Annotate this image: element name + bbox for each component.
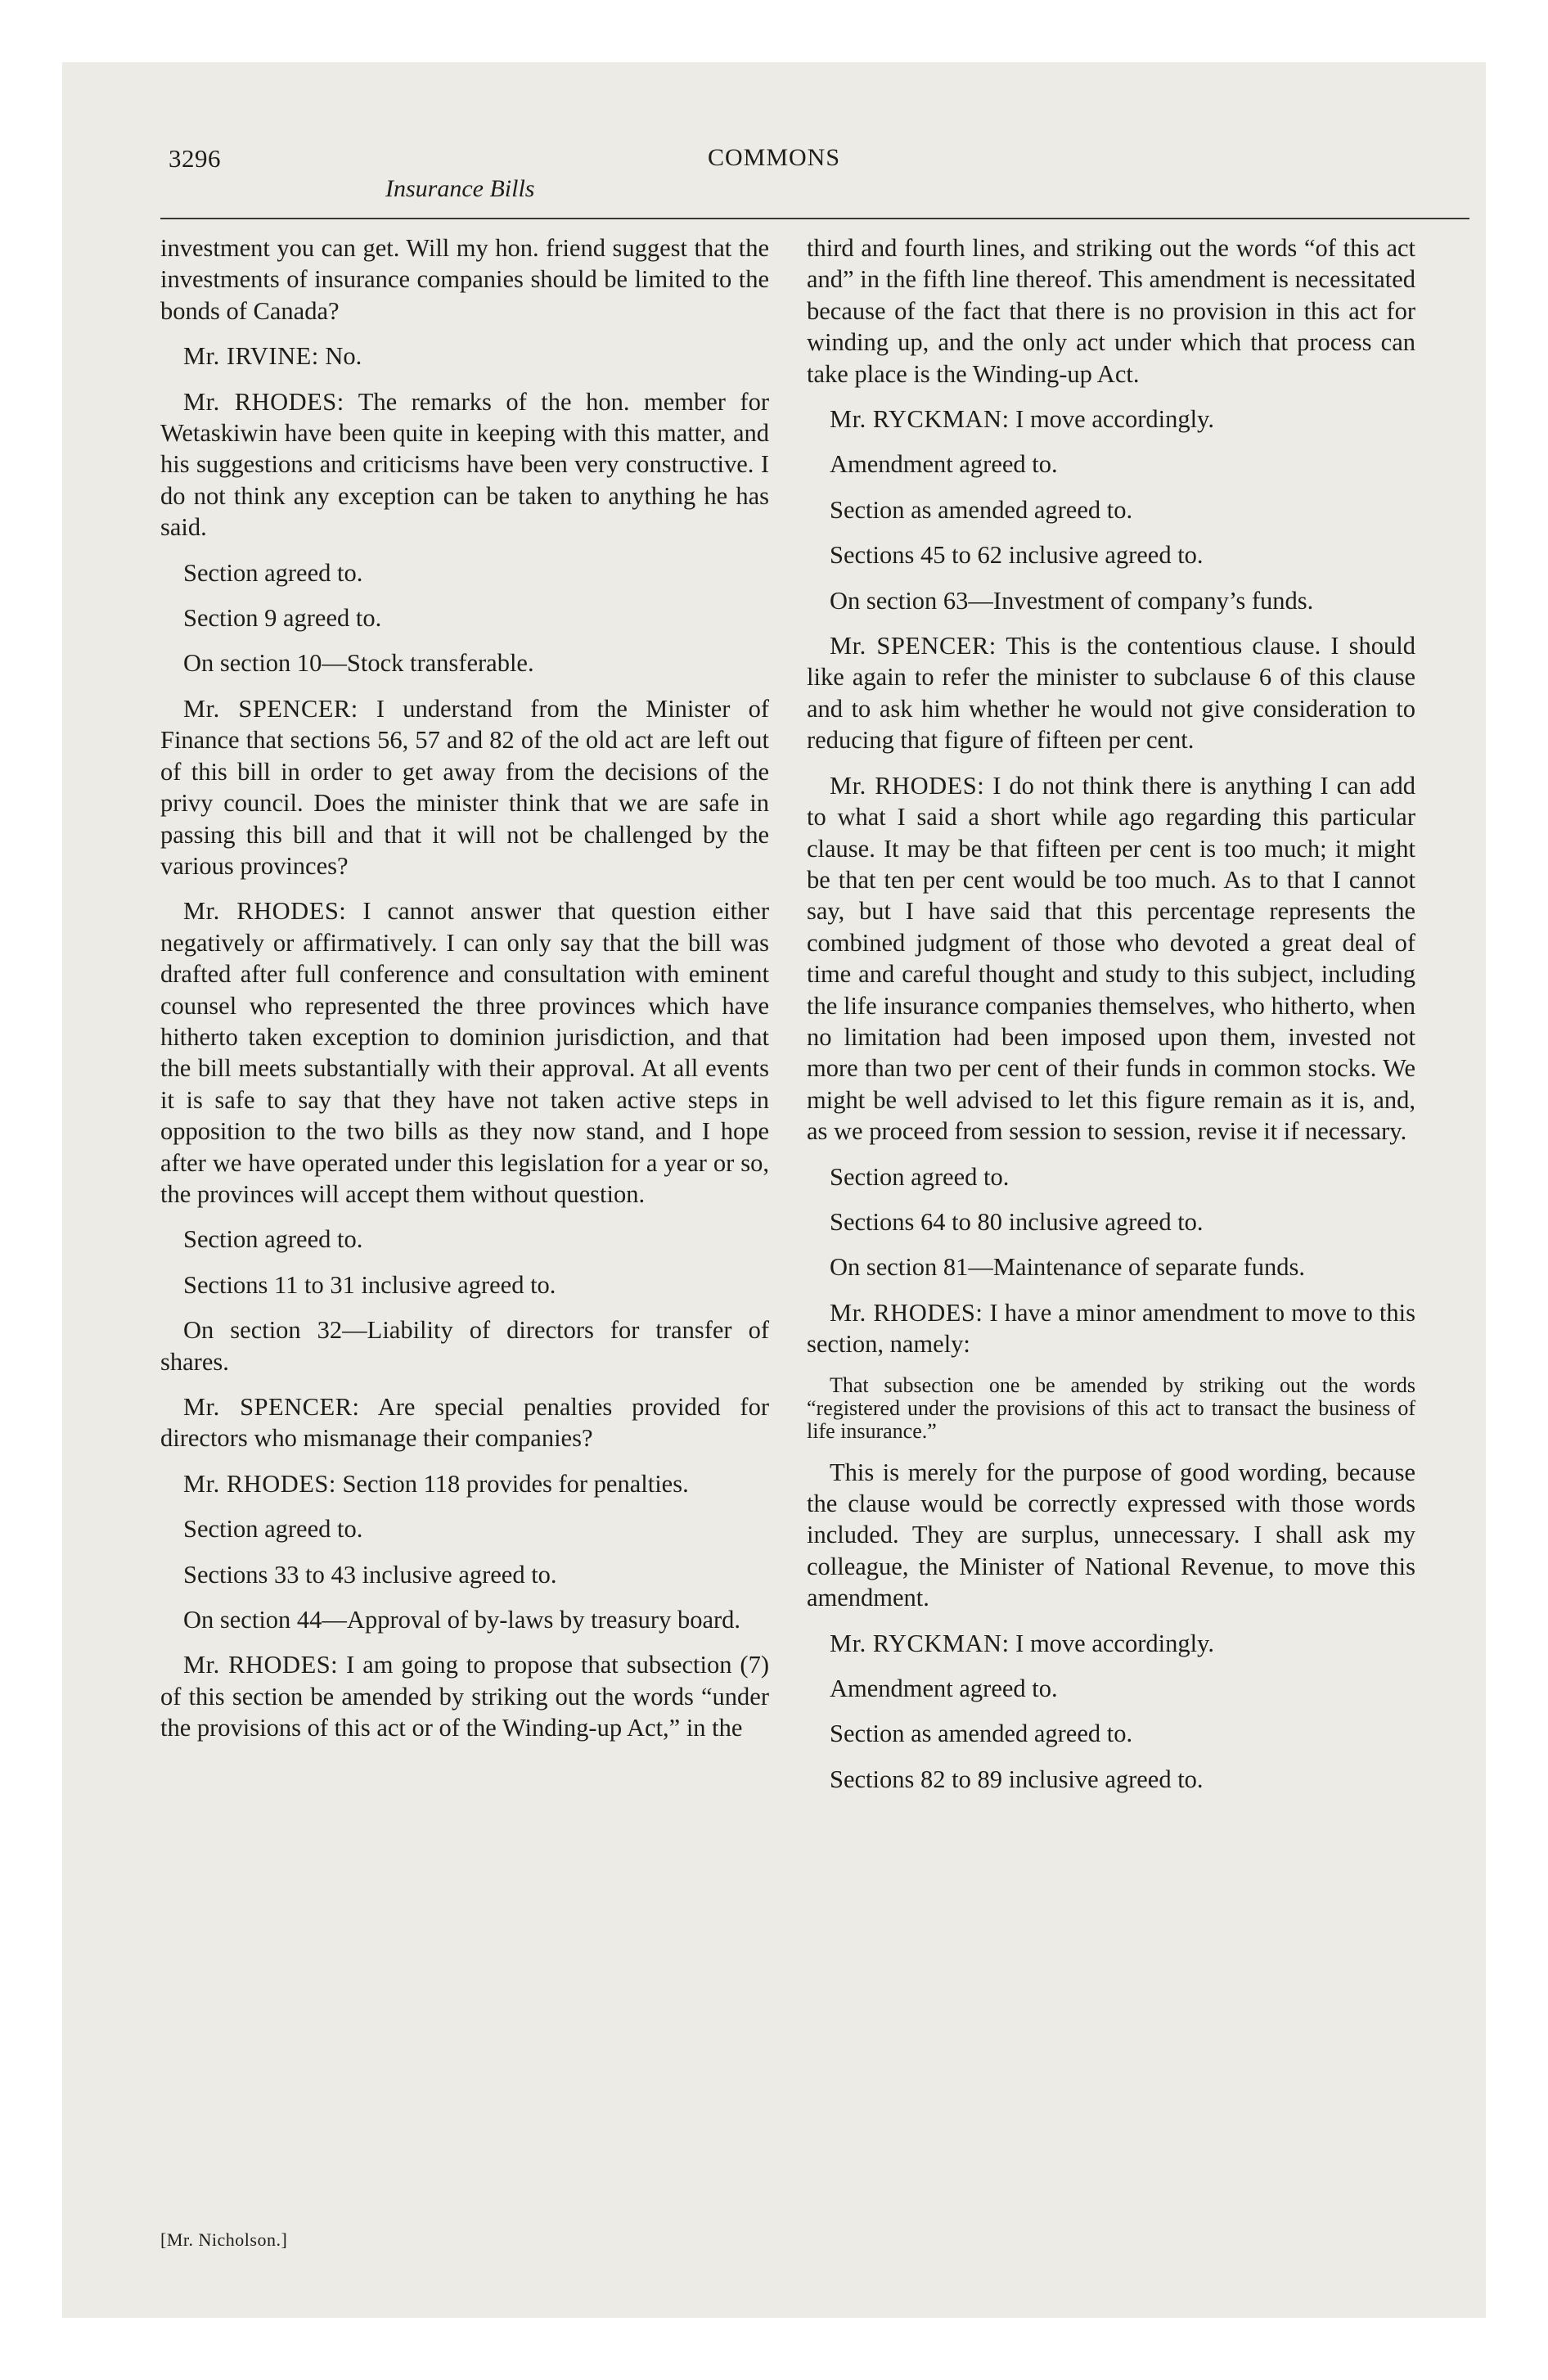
speaker-name: Mr. RHODES:: [183, 1651, 339, 1679]
paragraph-text: I move accordingly.: [1015, 405, 1214, 434]
paragraph-text: That subsection one be amended by striking out the words “registered under the provisions of this act to transact the business of life insurance.”: [807, 1373, 1415, 1443]
paragraph-text: I am going to propose that subsection (7) of this section be amended by striking out the words “under the provisions of this act or of the Winding-up Act,” in the: [160, 1651, 769, 1742]
paragraph-text: Sections 82 to 89 inclusive agreed to.: [830, 1765, 1204, 1793]
page-header: [62, 62, 1486, 226]
paragraph-text: Sections 64 to 80 inclusive agreed to.: [830, 1207, 1204, 1236]
speech-paragraph: [160, 1391, 769, 1454]
paragraph-text: Amendment agreed to.: [830, 1675, 1058, 1703]
paragraph: [160, 602, 769, 633]
paragraph-text: third and fourth lines, and striking out the words “of this act and” in the fifth line thereof. This amendment is necessitated because of the fact that there is no provision in this act for winding up, and the only act under which that process can take place is the Winding-up Act.: [807, 234, 1415, 388]
paragraph-text: This is the contentious clause. I should like again to refer the minister to subclause 6 of this clause and to ask him whether he would not give consideration to reducing that figure of fifteen per cent.: [807, 632, 1416, 755]
speaker-name: Mr. RHODES:: [830, 771, 985, 800]
paragraph: [807, 1673, 1415, 1704]
paragraph-text: On section 81—Maintenance of separate funds.: [830, 1253, 1306, 1282]
paragraph: [807, 1206, 1415, 1237]
paragraph: [807, 1251, 1415, 1282]
paragraph-text: investment you can get. Will my hon. friend suggest that the investments of insurance companies should be limited to the bonds of Canada?: [160, 234, 769, 325]
right-column: [807, 232, 1415, 1809]
paragraph-text: Section agreed to.: [183, 558, 363, 587]
paragraph: [160, 647, 769, 678]
speech-paragraph: [160, 386, 769, 543]
section-title: Insurance Bills: [385, 175, 535, 202]
quoted-text: [807, 1374, 1415, 1443]
paragraph-text: On section 10—Stock transferable.: [183, 649, 534, 678]
paragraph-text: Section as amended agreed to.: [830, 495, 1133, 524]
footer-note: [Mr. Nicholson.]: [160, 2229, 288, 2250]
paragraph-text: Section 118 provides for penalties.: [342, 1469, 689, 1498]
paragraph-text: Section agreed to.: [183, 1225, 363, 1254]
paragraph: [160, 1513, 769, 1544]
paragraph-text: Sections 45 to 62 inclusive agreed to.: [830, 541, 1204, 570]
speech-paragraph: [160, 1468, 769, 1499]
paragraph: [160, 1269, 769, 1300]
speech-paragraph: [807, 1297, 1415, 1360]
paragraph: [807, 1764, 1415, 1795]
speaker-name: Mr. RHODES:: [183, 1469, 336, 1498]
paragraph-text: This is merely for the purpose of good wording, because the clause would be correctly expressed with those words included. They are surplus, unnecessary. I shall ask my colleague, the Minister of National Revenue, to move this amendment.: [807, 1458, 1415, 1612]
speaker-name: Mr. RYCKMAN:: [830, 405, 1010, 434]
paragraph-text: I cannot answer that question either negatively or affirmatively. I can only say that the bill was drafted after full conference and consultation with eminent counsel who represented the three provinces which have hitherto taken exception to dominion jurisdiction, and that the bill meets substantially with their approval. At all events it is safe to say that they have not taken active steps in opposition to the two bills as they now stand, and I hope after we have operated under this legislation for a year or so, the provinces will accept them without question.: [160, 897, 769, 1208]
paragraph: [807, 449, 1415, 480]
page-number: 3296: [169, 144, 221, 173]
paragraph: [807, 494, 1415, 525]
paragraph: [160, 232, 769, 327]
left-column: [160, 232, 769, 1758]
paragraph: [807, 585, 1415, 616]
paragraph-text: I do not think there is anything I can add to what I said a short while ago regarding this particular clause. It may be that fifteen per cent is too much; it might be that ten per cent would be too much. As to that I cannot say, but I have said that this percentage represents the combined judgment of those who devoted a great deal of time and careful thought and study to this subject, including the life insurance companies themselves, who hitherto, when no limitation had been imposed upon them, invested not more than two per cent of their funds in common stocks. We might be well advised to let this figure remain as it is, and, as we proceed from session to session, revise it if necessary.: [807, 771, 1415, 1146]
paragraph-text: I understand from the Minister of Finance that sections 56, 57 and 82 of the old act are left out of this bill in order to get away from the decisions of the privy council. Does the minister think that we are safe in passing this bill and that it will not be challenged by the various provinces?: [160, 694, 770, 880]
paragraph-text: Sections 33 to 43 inclusive agreed to.: [183, 1560, 557, 1589]
speech-paragraph: [160, 895, 769, 1210]
paragraph-text: Section 9 agreed to.: [183, 604, 382, 633]
paragraph: [160, 1224, 769, 1255]
paragraph-text: On section 32—Liability of directors for transfer of shares.: [160, 1316, 769, 1376]
running-title: COMMONS: [707, 144, 841, 171]
paragraph: [807, 1161, 1415, 1192]
paragraph: [160, 1559, 769, 1590]
paragraph: [807, 1457, 1415, 1614]
page-sheet: [62, 62, 1486, 2318]
header-rule: [160, 218, 1469, 219]
speaker-name: Mr. SPENCER:: [183, 1393, 360, 1421]
paragraph: [807, 539, 1415, 570]
paragraph: [160, 1604, 769, 1635]
speech-paragraph: [807, 770, 1415, 1147]
speech-paragraph: [807, 630, 1415, 756]
speech-paragraph: [160, 693, 769, 881]
paragraph-text: I move accordingly.: [1015, 1629, 1214, 1657]
paragraph-text: Are special penalties provided for directors who mismanage their companies?: [160, 1393, 769, 1453]
speech-paragraph: [807, 1628, 1415, 1659]
speaker-name: Mr. RHODES:: [183, 897, 347, 926]
speech-paragraph: [160, 1649, 769, 1743]
paragraph-text: Section agreed to.: [830, 1162, 1010, 1191]
paragraph-text: The remarks of the hon. member for Wetaskiwin have been quite in keeping with this matter, and his suggestions and criticisms have been very constructive. I do not think any exception can be taken to anything he has said.: [160, 387, 769, 542]
paragraph-text: Section as amended agreed to.: [830, 1720, 1133, 1748]
paragraph: [160, 557, 769, 588]
speech-paragraph: [160, 340, 769, 372]
paragraph-text: Amendment agreed to.: [830, 450, 1058, 479]
paragraph-text: Section agreed to.: [183, 1515, 363, 1544]
paragraph-text: On section 44—Approval of by-laws by treasury board.: [183, 1606, 741, 1634]
speaker-name: Mr. IRVINE:: [183, 342, 319, 371]
paragraph-text: Sections 11 to 31 inclusive agreed to.: [183, 1270, 556, 1299]
speaker-name: Mr. RHODES:: [183, 387, 344, 416]
speaker-name: Mr. RYCKMAN:: [830, 1629, 1010, 1657]
paragraph-text: I have a minor amendment to move to this section, namely:: [807, 1298, 1415, 1359]
paragraph: [807, 1718, 1415, 1749]
speaker-name: Mr. SPENCER:: [830, 632, 997, 660]
paragraph: [807, 232, 1415, 390]
speech-paragraph: [807, 403, 1415, 435]
paragraph: [160, 1314, 769, 1377]
speaker-name: Mr. SPENCER:: [183, 694, 358, 723]
paragraph-text: On section 63—Investment of company’s funds.: [830, 586, 1314, 615]
speaker-name: Mr. RHODES:: [830, 1298, 983, 1327]
paragraph-text: No.: [325, 342, 362, 371]
